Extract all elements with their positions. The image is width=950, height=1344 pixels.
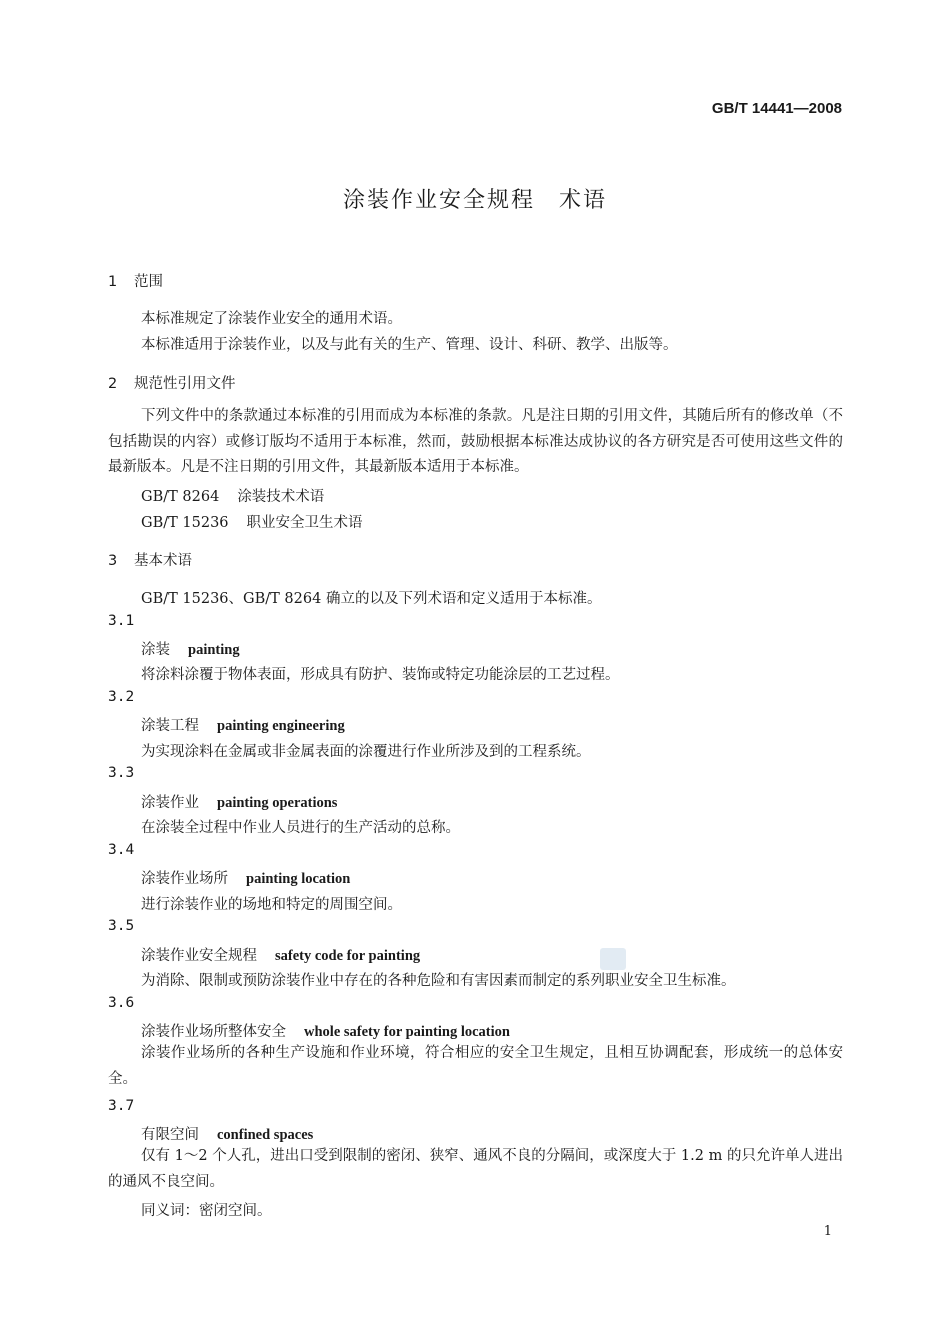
section-number: 1 [108,274,118,290]
term-definition: 在涂装全过程中作业人员进行的生产活动的总称。 [141,820,460,836]
section-title: 规范性引用文件 [134,376,236,392]
term-chinese: 涂装作业场所 [141,871,228,887]
term-chinese: 涂装作业安全规程 [141,948,257,964]
term-english: safety code for painting [275,948,421,964]
term-definition: 为消除、限制或预防涂装作业中存在的各种危险和有害因素而制定的系列职业安全卫生标准。 [141,973,736,989]
term-heading [141,638,240,659]
watermark-logo [600,948,626,970]
term-english: painting operations [217,795,338,811]
term-definition: 为实现涂料在金属或非金属表面的涂覆进行作业所涉及到的工程系统。 [141,744,591,760]
term-number: 3.2 [108,689,135,705]
reference-name: 涂装技术术语 [237,489,325,505]
term-chinese: 涂装作业场所整体安全 [141,1024,286,1040]
term-chinese: 有限空间 [141,1127,199,1143]
standard-code: GB/T 14441—2008 [711,100,842,117]
section-number: 2 [108,376,118,392]
term-number: 3.1 [108,613,135,629]
term-definition: 进行涂装作业的场地和特定的周围空间。 [141,897,402,913]
term-heading [141,1020,510,1041]
term-english: painting location [246,871,351,887]
term-definition: 仅有 1～2 个人孔，进出口受到限制的密闭、狭窄、通风不良的分隔间，或深度大于 1.2 m 的只允许单人进出的通风不良空间。 [108,1148,843,1190]
term-heading [141,867,350,888]
section-title: 基本术语 [134,553,192,569]
term-definition: 涂装作业场所的各种生产设施和作业环境，符合相应的安全卫生规定，且相互协调配套，形成统一的总体安全。 [108,1045,843,1087]
section-1-paragraph-1: 本标准规定了涂装作业安全的通用术语。 [141,311,402,327]
section-2-paragraph: 下列文件中的条款通过本标准的引用而成为本标准的条款。凡是注日期的引用文件，其随后所有的修改单（不包括勘误的内容）或修订版均不适用于本标准，然而，鼓励根据本标准达成协议的各方研究是否可使用这些文件的最新版本。凡是不注日期的引用文件，其最新版本适用于本标准。 [108,408,843,475]
section-1-paragraph-2: 本标准适用于涂装作业，以及与此有关的生产、管理、设计、科研、教学、出版等。 [141,337,678,353]
term-definition: 将涂料涂覆于物体表面，形成具有防护、装饰或特定功能涂层的工艺过程。 [141,667,620,683]
section-2-heading [108,372,236,393]
section-1-heading [108,270,163,291]
reference-item [141,485,324,506]
section-title: 范围 [134,274,163,290]
document-title: 涂装作业安全规程 术语 [342,188,607,213]
term-english: whole safety for painting location [304,1024,510,1040]
section-3-paragraph: GB/T 15236、GB/T 8264 确立的以及下列术语和定义适用于本标准。 [141,591,602,607]
term-english: painting [188,642,240,658]
reference-code: GB/T 15236 [141,515,229,531]
term-number: 3.5 [108,918,135,934]
section-3-heading [108,549,192,570]
reference-name: 职业安全卫生术语 [246,515,363,531]
term-note: 同义词：密闭空间。 [141,1203,272,1219]
term-chinese: 涂装 [141,642,170,658]
page-number: 1 [823,1224,832,1239]
term-chinese: 涂装工程 [141,718,199,734]
term-number: 3.6 [108,995,135,1011]
reference-code: GB/T 8264 [141,489,220,505]
term-heading [141,1123,313,1144]
term-english: confined spaces [217,1127,314,1143]
term-number: 3.7 [108,1098,135,1114]
reference-item [141,511,363,532]
term-heading [141,944,420,965]
term-heading [141,791,337,812]
term-number: 3.3 [108,765,135,781]
term-chinese: 涂装作业 [141,795,199,811]
section-number: 3 [108,553,118,569]
term-english: painting engineering [217,718,345,734]
term-heading [141,714,345,735]
term-number: 3.4 [108,842,135,858]
